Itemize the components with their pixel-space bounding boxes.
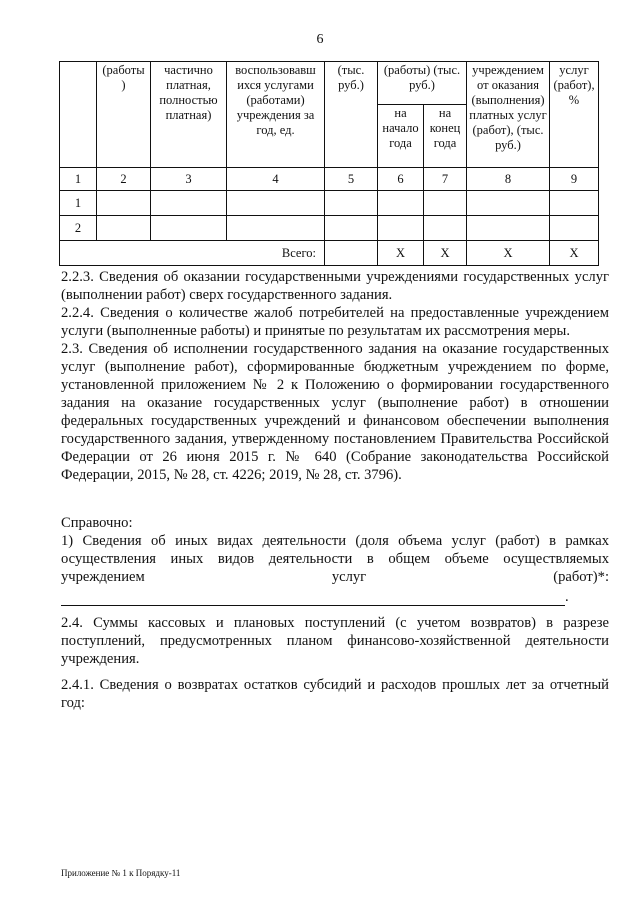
- table-cell: [325, 191, 378, 216]
- table-cell: [378, 216, 424, 241]
- column-number: 3: [151, 168, 227, 191]
- header-cell: [60, 62, 97, 168]
- column-number: 5: [325, 168, 378, 191]
- subheader-cell: на начало года: [378, 105, 424, 168]
- table-cell: [97, 191, 151, 216]
- table-cell: [227, 216, 325, 241]
- table-cell: 2: [60, 216, 97, 241]
- table-cell: [467, 191, 550, 216]
- line-end: .: [565, 589, 569, 605]
- section-2-4-block: [61, 614, 609, 712]
- table-cell: [378, 191, 424, 216]
- total-label: Всего:: [60, 241, 325, 266]
- table-cell: [97, 216, 151, 241]
- footer-note: Приложение № 1 к Порядку-11: [61, 868, 181, 878]
- table-row: [60, 191, 599, 216]
- table-cell: [467, 216, 550, 241]
- services-table: [59, 61, 599, 266]
- column-number: 6: [378, 168, 424, 191]
- table-cell: 1: [60, 191, 97, 216]
- table-cell: [227, 191, 325, 216]
- table-cell: [325, 216, 378, 241]
- table-cell: [550, 191, 599, 216]
- paragraph-2-4-1: 2.4.1. Сведения о возвратах остатков субсидий и расходов прошлых лет за отчетный год:: [61, 677, 609, 711]
- column-number: 1: [60, 168, 97, 191]
- table-cell: [550, 216, 599, 241]
- header-cell: (тыс. руб.): [325, 62, 378, 168]
- paragraph-2-3: 2.3. Сведения об исполнении государственного задания на оказание государственных услуг (выполнение работ), сформированные бюджетным учреждением по форме, установленной приложением № 2 к Положению о формировании государственного задания на оказание государственных услуг (выполнение работ) в отношении федеральных государственных учреждений и финансовом обеспечении выполнения государственного задания, утвержденному постановлением Правительства Российской Федерации от 26 июня 2015 г. № 640 (Собрание законодательства Российской Федерации, 2015, № 28, ст. 4226; 2019, № 28, ст. 3796).: [61, 341, 609, 483]
- header-cell: услуг (работ), %: [550, 62, 599, 168]
- header-cell: учреждением от оказания (выполнения) платных услуг (работ), (тыс. руб.): [467, 62, 550, 168]
- column-numbers-row: [60, 168, 599, 191]
- table-cell: [325, 241, 378, 266]
- total-cell: X: [424, 241, 467, 266]
- page-number: 6: [316, 32, 324, 47]
- paragraph-2-4: 2.4. Суммы кассовых и плановых поступлений (с учетом возвратов) в разрезе поступлений, предусмотренных планом финансово-хозяйственной деятельности учреждения.: [61, 615, 609, 667]
- reference-heading: Справочно:: [61, 515, 133, 531]
- sections-block: [61, 268, 609, 484]
- paragraph-2-2-4: 2.2.4. Сведения о количестве жалоб потребителей на предоставленные учреждением услуги (выполненные работы) и принятые по результатам их рассмотрения меры.: [61, 305, 609, 339]
- header-cell: (работы ): [97, 62, 151, 168]
- paragraph-2-2-3: 2.2.3. Сведения об оказании государственными учреждениями государственных услуг (выполнении работ) сверх государственного задания.: [61, 269, 609, 303]
- total-cell: X: [378, 241, 424, 266]
- column-number: 7: [424, 168, 467, 191]
- table-cell: [151, 191, 227, 216]
- subheader-cell: на конец года: [424, 105, 467, 168]
- table-row: [60, 216, 599, 241]
- table-cell: [424, 191, 467, 216]
- paragraph-other-activities: 1) Сведения об иных видах деятельности (доля объема услуг (работ) в рамках осуществления иных видов деятельности в общем объеме осуществляемых учреждением услуг (работ)*:: [61, 533, 609, 585]
- total-cell: X: [550, 241, 599, 266]
- total-row: [60, 241, 599, 266]
- reference-block: [61, 514, 609, 606]
- header-cell: частично платная, полностью платная): [151, 62, 227, 168]
- header-cell: воспользовавш ихся услугами (работами) учреждения за год, ед.: [227, 62, 325, 168]
- table-header-row: [60, 62, 599, 105]
- column-number: 9: [550, 168, 599, 191]
- column-number: 4: [227, 168, 325, 191]
- column-number: 8: [467, 168, 550, 191]
- header-cell: (работы) (тыс. руб.): [378, 62, 467, 105]
- column-number: 2: [97, 168, 151, 191]
- total-cell: X: [467, 241, 550, 266]
- fill-in-line: [61, 588, 609, 606]
- blank-line: [61, 595, 565, 606]
- table-cell: [424, 216, 467, 241]
- table-cell: [151, 216, 227, 241]
